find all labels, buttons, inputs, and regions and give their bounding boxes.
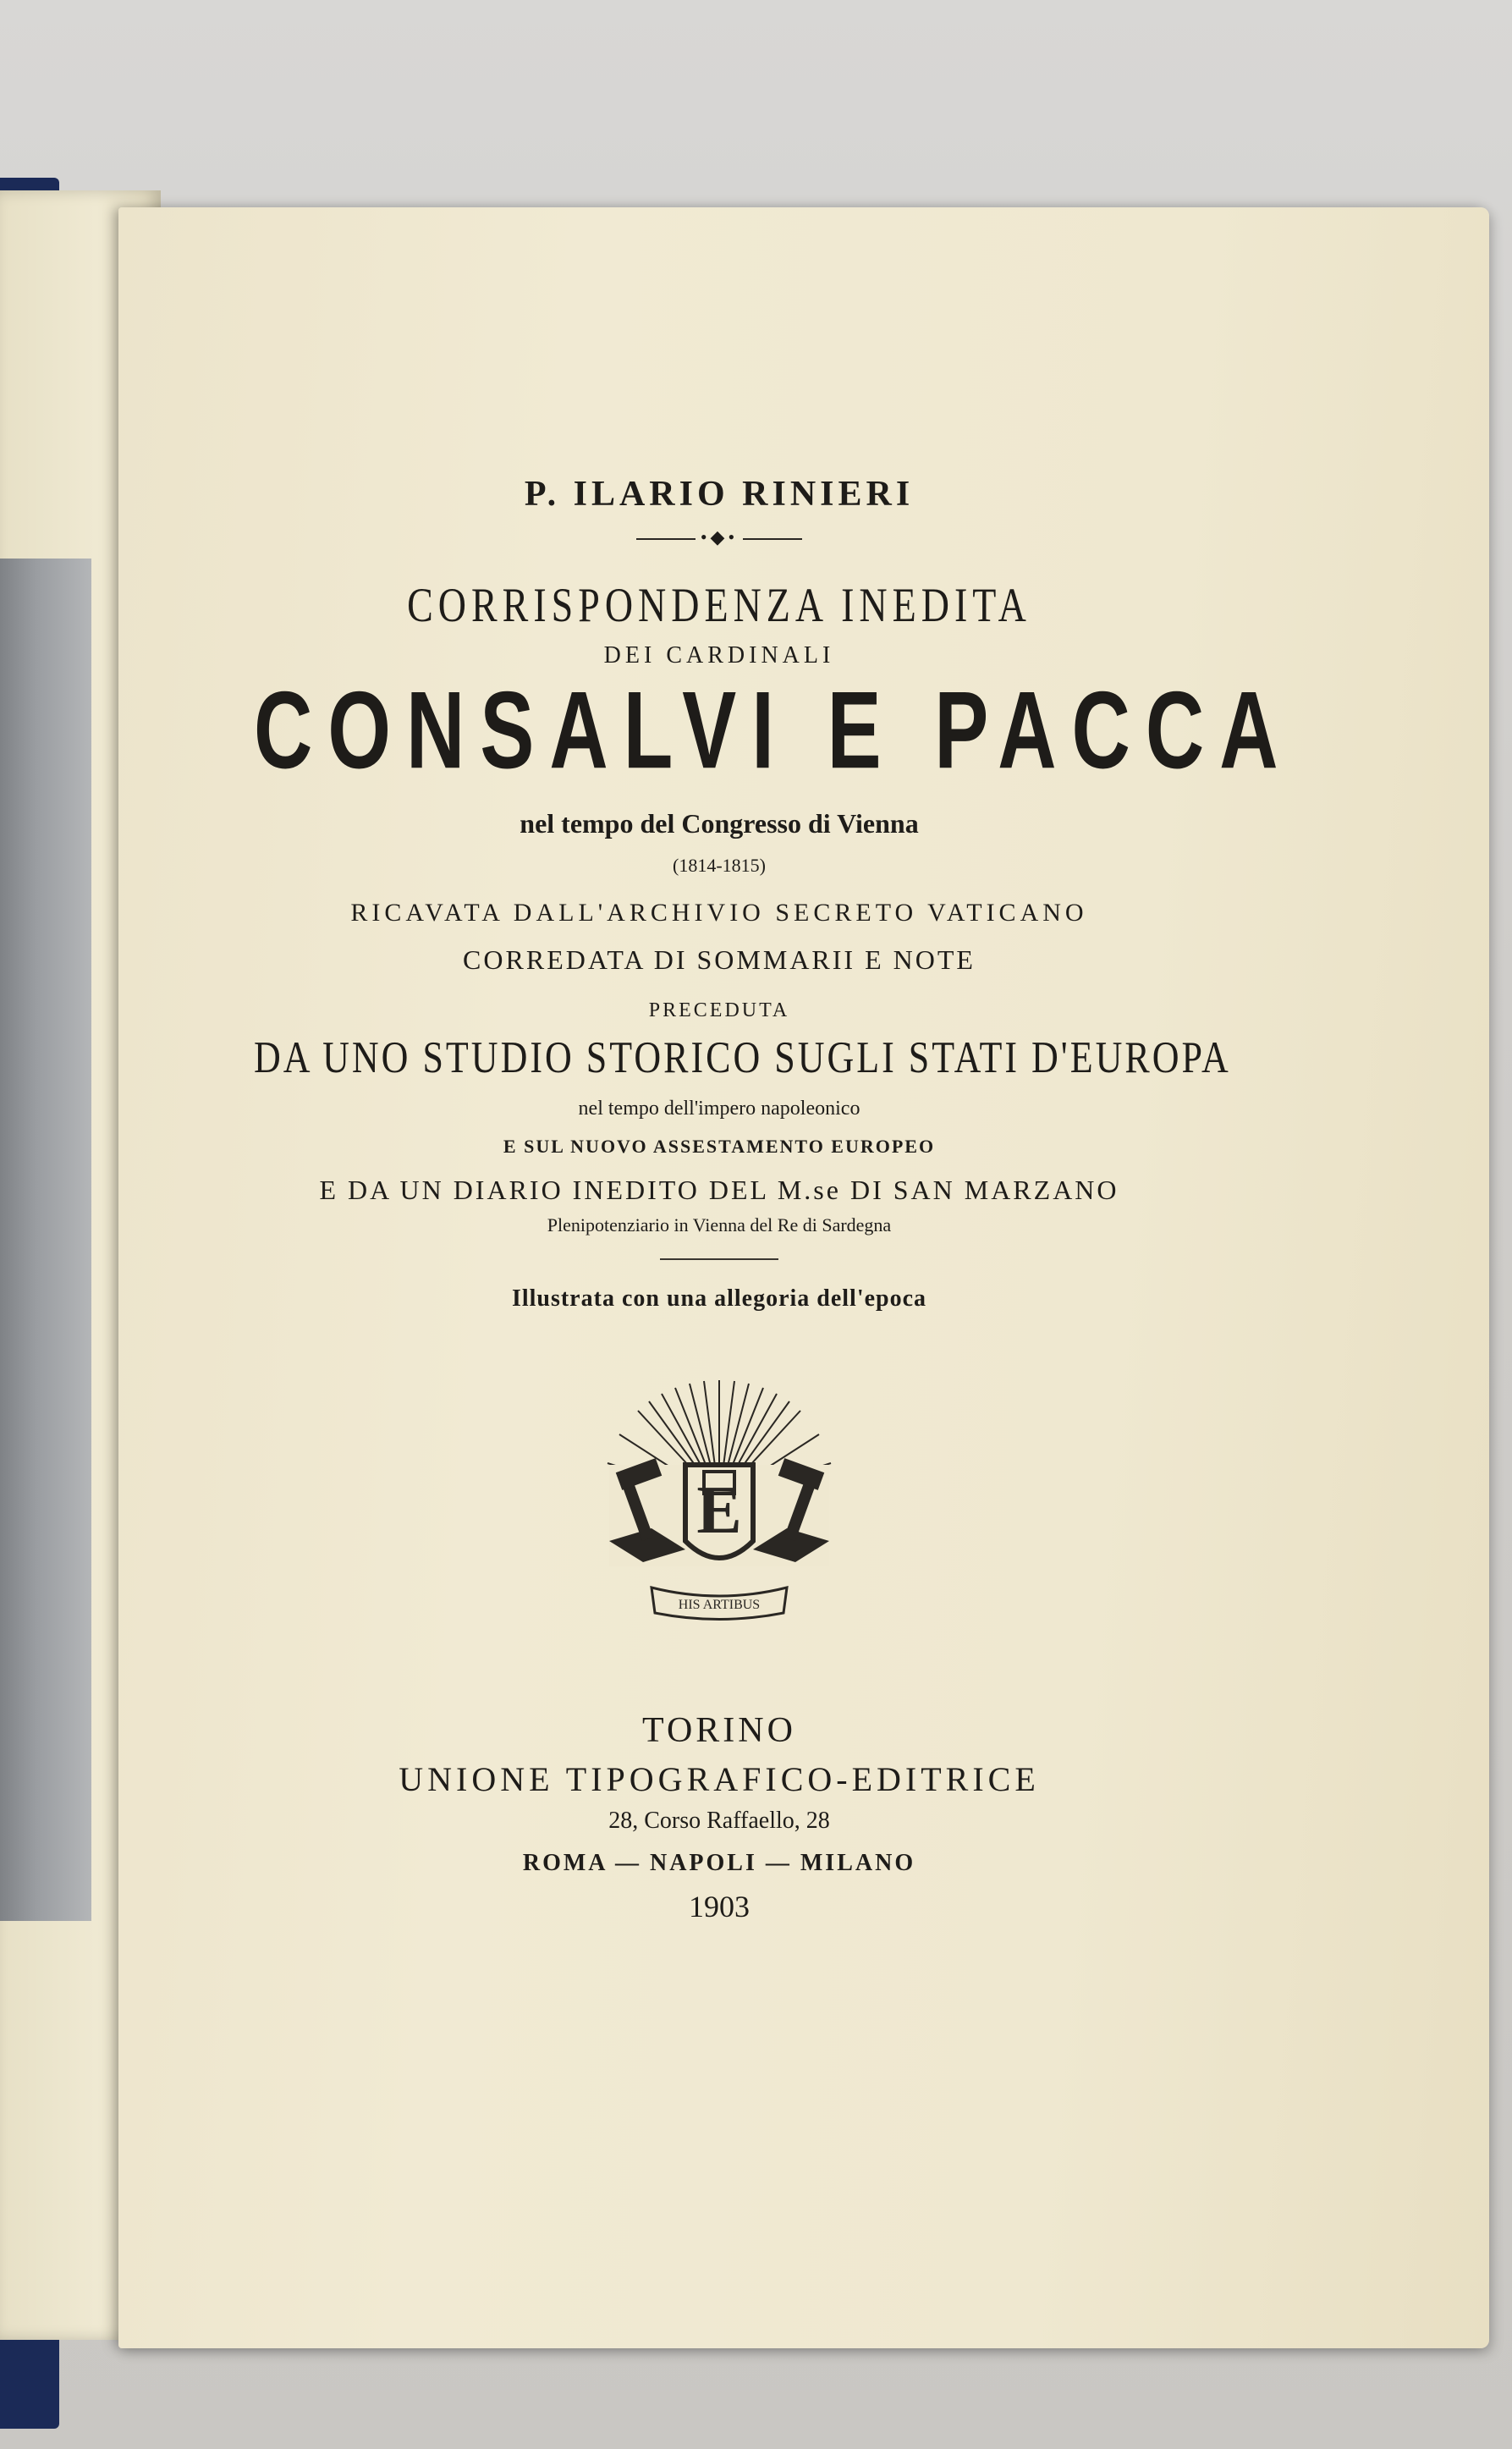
source-line: RICAVATA DALL'ARCHIVIO SECRETO VATICANO [350, 899, 1088, 927]
ornament-divider: •◆• [254, 526, 1185, 548]
main-title: CONSALVI E PACCA [254, 669, 1294, 792]
preceded-line: PRECEDUTA [648, 999, 790, 1021]
divider-rule [660, 1258, 778, 1260]
address: 28, Corso Raffaello, 28 [608, 1808, 830, 1834]
study-line: DA UNO STUDIO STORICO SUGLI STATI D'EUROPA [254, 1032, 1231, 1082]
subheading-dei: DEI CARDINALI [603, 642, 835, 669]
title-page-text [254, 457, 1294, 1924]
branch-cities: ROMA — NAPOLI — MILANO [522, 1850, 916, 1876]
author: P. ILARIO RINIERI [524, 475, 915, 514]
period-line: nel tempo del Congresso di Vienna [520, 808, 919, 839]
publication-year: 1903 [689, 1890, 750, 1923]
frontispiece-plate [0, 559, 91, 1921]
publisher: UNIONE TIPOGRAFICO-EDITRICE [399, 1760, 1040, 1798]
diary-line: E DA UN DIARIO INEDITO DEL M.se DI SAN MARZANO [319, 1175, 1119, 1205]
svg-text:HIS ARTIBUS: HIS ARTIBUS [678, 1598, 761, 1612]
plenipotentiary-line: Plenipotenziario in Vienna del Re di Sardegna [547, 1214, 892, 1236]
publisher-emblem [592, 1372, 846, 1634]
annotated-line: CORREDATA DI SOMMARII E NOTE [463, 944, 976, 975]
settlement-line: E SUL NUOVO ASSESTAMENTO EUROPEO [503, 1136, 936, 1157]
city: TORINO [642, 1711, 796, 1750]
svg-text:E: E [696, 1473, 742, 1548]
years: (1814-1815) [673, 855, 766, 876]
heading: CORRISPONDENZA INEDITA [407, 577, 1031, 632]
empire-line: nel tempo dell'impero napoleonico [578, 1098, 860, 1120]
illustration-note: Illustrata con una allegoria dell'epoca [511, 1285, 927, 1312]
